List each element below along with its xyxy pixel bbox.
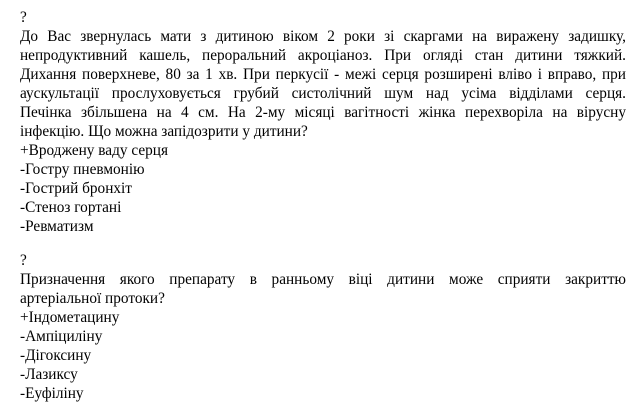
question-marker: ?: [20, 252, 27, 269]
answer-option-correct: +Індометацину: [20, 309, 120, 326]
answer-option: -Стеноз гортані: [20, 199, 122, 216]
answer-option: -Ревматизм: [20, 218, 94, 235]
answer-option: -Еуфіліну: [20, 385, 84, 402]
question-stem-line: Печінка збільшена на 4 см. На 2-му місяці вагітності жінка перехворіла на вірусну: [20, 104, 626, 121]
question-marker: ?: [20, 9, 27, 26]
answer-option-correct: +Вроджену ваду серця: [20, 142, 168, 159]
question-stem-line: Призначення якого препарату в ранньому віці дитини може сприяти закриттю: [20, 271, 626, 288]
question-stem-line: непродуктивний кашель, пероральний акроціаноз. При огляді стан дитини тяжкий.: [20, 47, 626, 64]
answer-option: -Дігоксину: [20, 347, 92, 364]
answer-option: -Лазиксу: [20, 366, 78, 383]
answer-option: -Гострий бронхіт: [20, 180, 132, 197]
question-stem-line: аускультації прослуховується грубий систолічний шум над усіма відділами серця.: [20, 85, 626, 102]
question-stem-line: інфекцію. Що можна запідозрити у дитини?: [20, 123, 308, 140]
question-stem-line: Дихання поверхневе, 80 за 1 хв. При перкусії - межі серця розширені вліво і вправо, при: [20, 66, 626, 83]
answer-option: -Гостру пневмонію: [20, 161, 145, 178]
question-stem-line: артеріальної протоки?: [20, 290, 165, 307]
question-stem-line: До Вас звернулась мати з дитиною віком 2 роки зі скаргами на виражену задишку,: [20, 28, 626, 45]
answer-option: -Ампіциліну: [20, 328, 103, 345]
